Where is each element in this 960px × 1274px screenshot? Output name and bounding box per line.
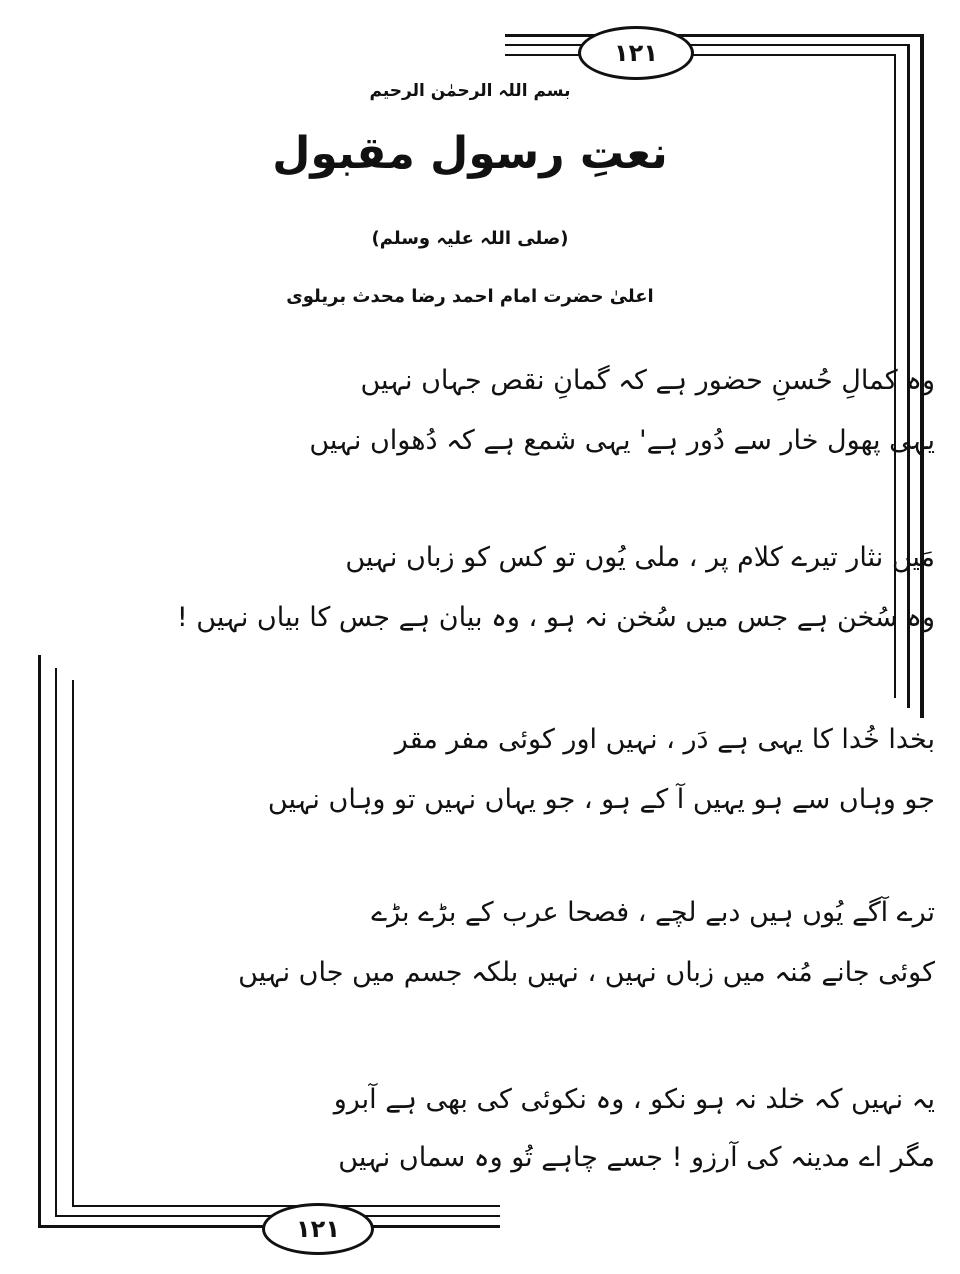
verse-line: کوئی جانے مُنہ میں زباں نہیں ، نہیں بلکہ جسم میں جاں نہیں [238, 957, 935, 988]
verse-line: وہ سُخن ہے جس میں سُخن نہ ہو ، وہ بیان ہے جس کا بیاں نہیں ! [176, 602, 935, 633]
verse-line: یہ نہیں کہ خلد نہ ہو نکو ، وہ نکوئی کی بھی ہے آبرو [333, 1084, 935, 1115]
verse-line: ترے آگے یُوں ہیں دبے لچے ، فصحا عرب کے بڑے بڑے [371, 897, 935, 928]
frame-top-line-middle [505, 44, 909, 46]
verse-line: مَیں نثار تیرے کلام پر ، ملی یُوں تو کس کو زباں نہیں [345, 542, 935, 573]
frame-top-line-outer [505, 34, 923, 37]
frame-left-line-outer [38, 655, 41, 1227]
page-number-top: ۱۲۱ [578, 26, 694, 80]
verse-line: مگر اے مدینہ کی آرزو ! جسے چاہے تُو وہ سماں نہیں [338, 1142, 935, 1173]
verse-line: یہی پھول خار سے دُور ہے' یہی شمع ہے کہ دُھواں نہیں [309, 425, 935, 456]
author: اعلیٰ حضرت امام احمد رضا محدث بریلوی [286, 286, 654, 307]
frame-left-line-inner [72, 680, 74, 1207]
verse-line: جو وہاں سے ہو یہیں آ کے ہو ، جو یہاں نہیں تو وہاں نہیں [267, 784, 935, 815]
page-number-bottom: ۱۲۱ [262, 1203, 374, 1255]
verse-line: وہ کمالِ حُسنِ حضور ہے کہ گمانِ نقص جہاں نہیں [360, 365, 935, 396]
verse-line: بخدا خُدا کا یہی ہے دَر ، نہیں اور کوئی مفر مقر [394, 724, 935, 755]
frame-top-line-inner [505, 54, 895, 56]
salutation: (صلی اللہ علیہ وسلم) [371, 228, 569, 249]
frame-left-line-middle [55, 668, 57, 1217]
page-title: نعتِ رسول مقبول [272, 128, 668, 179]
bismillah: بسم اللہ الرحمٰن الرحیم [369, 81, 571, 101]
